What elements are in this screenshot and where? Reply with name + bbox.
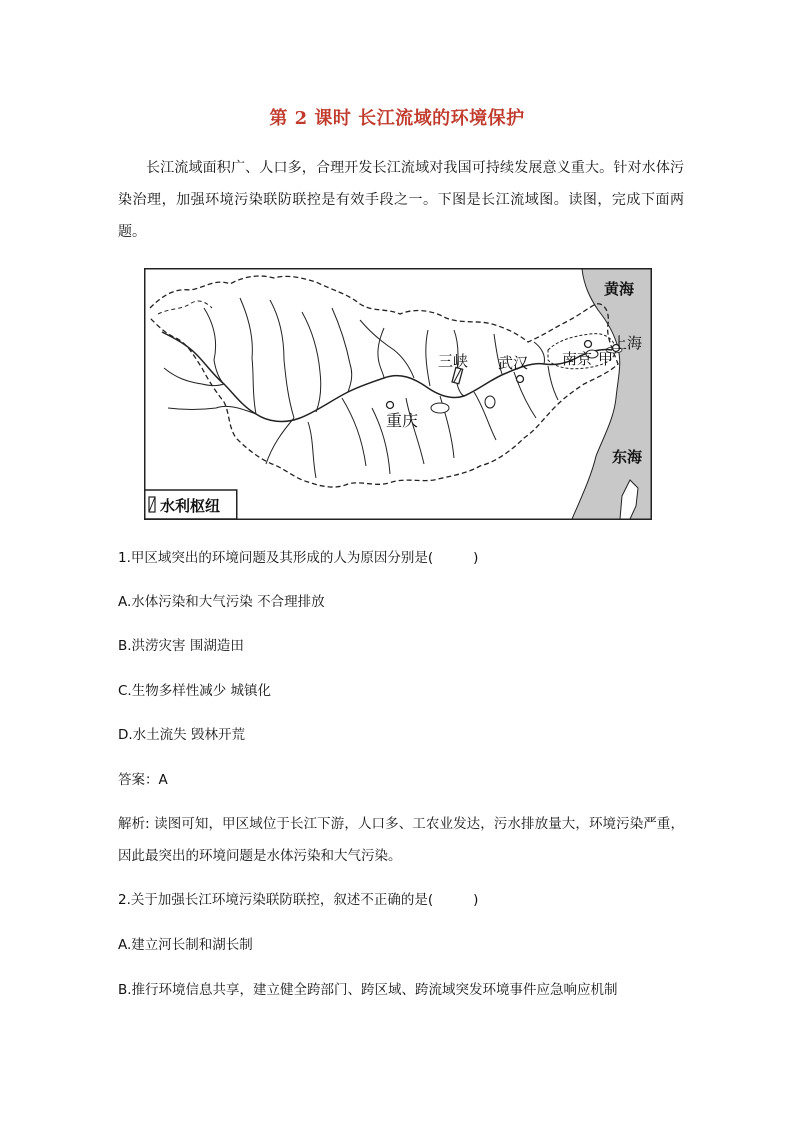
wuhan-marker (517, 376, 524, 383)
label-donghai: 东海 (612, 448, 643, 466)
question-1: 1.甲区域突出的环境问题及其形成的人为原因分别是( ) (118, 550, 479, 566)
q2-option-a: A.建立河长制和湖长制 (118, 937, 253, 953)
question-1-stem: 1.甲区域突出的环境问题及其形成的人为原因分别是( (118, 550, 434, 566)
question-2: 2.关于加强长江环境污染联防联控，叙述不正确的是( ) (118, 892, 479, 908)
label-wuhan: 武汉 (498, 354, 529, 372)
q1-option-b: B.洪涝灾害 围湖造田 (118, 638, 244, 654)
legend-label: 水利枢纽 (160, 497, 221, 515)
yangtze-basin-map (144, 268, 652, 520)
q1-option-a: A.水体污染和大气污染 不合理排放 (118, 594, 325, 610)
map-legend (145, 490, 237, 519)
label-sanxia: 三峡 (438, 352, 469, 370)
label-chongqing: 重庆 (386, 411, 419, 430)
q1-option-c: C.生物多样性减少 城镇化 (118, 683, 272, 699)
intro-paragraph: 长江流域面积广、人口多，合理开发长江流域对我国可持续发展意义重大。针对水体污染治理，加强环境污染联防联控是有效手段之一。下图是长江流域图。读图，完成下面两题。 (118, 160, 684, 240)
q1-option-d: D.水土流失 毁林开荒 (118, 727, 245, 743)
q1-explanation: 解析: 读图可知，甲区域位于长江下游，人口多、工农业发达，污水排放量大，环境污染严重，因此最突出的环境问题是水体污染和大气污染。 (118, 816, 684, 864)
nanjing-marker (585, 341, 592, 348)
q1-answer: 答案：A (118, 772, 168, 788)
label-huanghai: 黄海 (604, 280, 635, 298)
lesson-title: 第 2 课时 长江流域的环境保护 (269, 108, 525, 129)
q2-option-b: B.推行环境信息共享，建立健全跨部门、跨区域、跨流域突发环境事件应急响应机制 (118, 982, 618, 998)
chongqing-marker (387, 402, 394, 409)
question-2-stem: 2.关于加强长江环境污染联防联控，叙述不正确的是( (118, 892, 434, 908)
label-shanghai: 上海 (612, 334, 643, 352)
label-jia: 甲 (598, 350, 614, 368)
label-nanjing: 南京 (562, 350, 593, 368)
